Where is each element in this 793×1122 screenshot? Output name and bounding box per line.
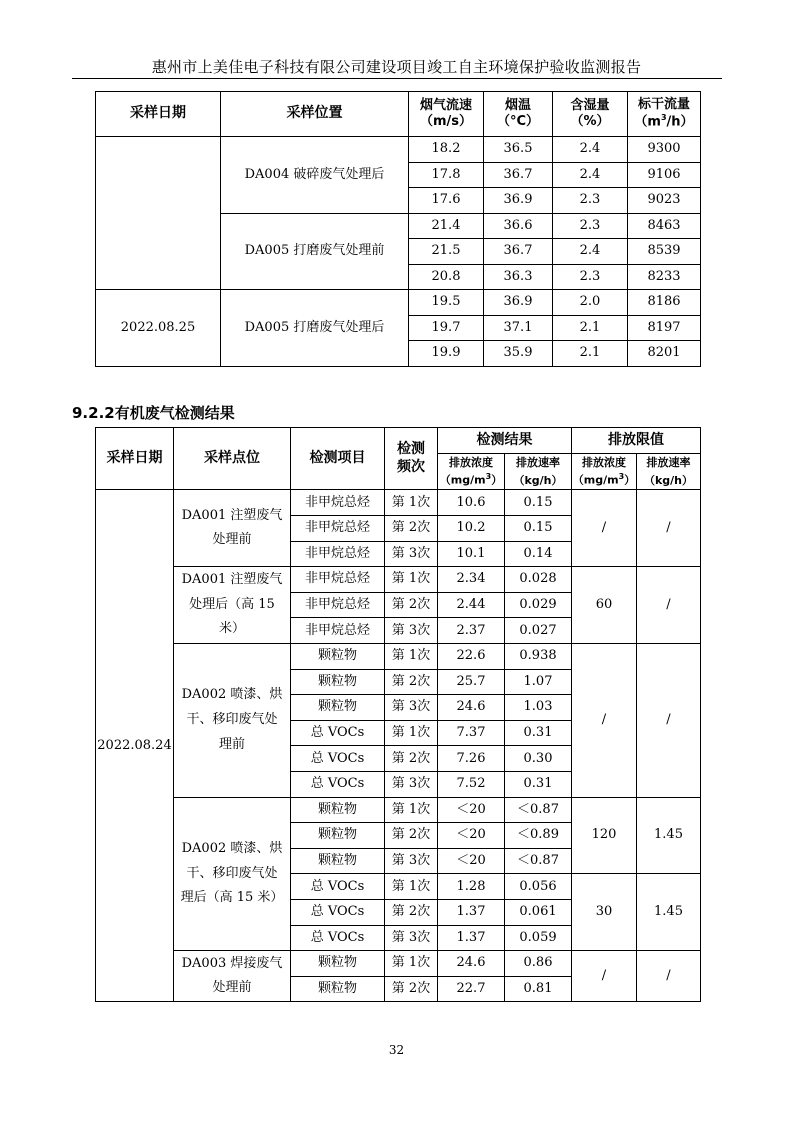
rate-cell: 0.86 — [505, 951, 572, 977]
table-row — [96, 137, 701, 163]
temp-cell: 36.7 — [484, 162, 553, 188]
rate-cell: 0.15 — [505, 516, 572, 542]
item-cell: 总 VOCs — [291, 899, 385, 925]
conc-cell: 22.6 — [438, 644, 505, 670]
item-cell: 总 VOCs — [291, 720, 385, 746]
rate-cell: 0.056 — [505, 874, 572, 900]
limit-conc-cell: 120 — [572, 797, 637, 874]
moisture-cell: 2.4 — [553, 137, 628, 163]
item-cell: 颗粒物 — [291, 644, 385, 670]
rate-cell: 0.14 — [505, 541, 572, 567]
temp-cell: 36.9 — [484, 188, 553, 214]
temp-cell: 36.9 — [484, 290, 553, 316]
rate-cell: 0.029 — [505, 592, 572, 618]
item-cell: 非甲烷总烃 — [291, 618, 385, 644]
page-header: 惠州市上美佳电子科技有限公司建设项目竣工自主环境保护验收监测报告 — [151, 58, 642, 76]
frequency-cell: 第 2次 — [385, 823, 438, 849]
conc-cell: 1.28 — [438, 874, 505, 900]
frequency-cell: 第 1次 — [385, 567, 438, 593]
moisture-cell: 2.4 — [553, 162, 628, 188]
rate-cell: 0.31 — [505, 720, 572, 746]
temp-cell: 37.1 — [484, 315, 553, 341]
header-row — [96, 428, 701, 454]
col-header-flow: 标干流量 $(m^3/h)$ — [628, 92, 701, 137]
col-header-limit-rate: 排放速率 （kg/h） — [637, 453, 701, 490]
limit-conc-cell: 30 — [572, 874, 637, 951]
moisture-cell: 2.0 — [553, 290, 628, 316]
rate-cell: 1.07 — [505, 669, 572, 695]
item-cell: 总 VOCs — [291, 746, 385, 772]
location-cell: DA004 破碎废气处理后 — [221, 137, 409, 214]
flow-cell: 8539 — [628, 239, 701, 265]
item-cell: 非甲烷总烃 — [291, 567, 385, 593]
conc-cell: 24.6 — [438, 695, 505, 721]
frequency-cell: 第 3次 — [385, 541, 438, 567]
frequency-cell: 第 1次 — [385, 951, 438, 977]
organic-exhaust-results-table — [95, 427, 701, 1002]
col-header-result-conc: 排放浓度 $(mg/m^3)$ — [438, 453, 505, 490]
conc-cell: 10.2 — [438, 516, 505, 542]
rate-cell: 0.061 — [505, 899, 572, 925]
rate-cell: ＜0.87 — [505, 797, 572, 823]
point-cell: DA001 注塑废气 处理后（高 15 米） — [174, 567, 291, 644]
conc-cell: 10.1 — [438, 541, 505, 567]
moisture-cell: 2.3 — [553, 264, 628, 290]
rate-cell: 0.31 — [505, 771, 572, 797]
conc-cell: 7.26 — [438, 746, 505, 772]
frequency-cell: 第 1次 — [385, 490, 438, 516]
point-cell: DA003 焊接废气 处理前 — [174, 951, 291, 1002]
item-cell: 颗粒物 — [291, 797, 385, 823]
conc-cell: 25.7 — [438, 669, 505, 695]
temp-cell: 35.9 — [484, 341, 553, 367]
item-cell: 总 VOCs — [291, 874, 385, 900]
flow-cell: 9300 — [628, 137, 701, 163]
rate-cell: ＜0.89 — [505, 823, 572, 849]
col-header-location: 采样位置 — [221, 92, 409, 137]
flow-cell: 8463 — [628, 213, 701, 239]
table-row — [96, 290, 701, 316]
point-cell: DA002 喷漆、烘 干、移印废气处 理前 — [174, 644, 291, 798]
item-cell: 颗粒物 — [291, 695, 385, 721]
limit-rate-cell: 1.45 — [637, 797, 701, 874]
col-header-frequency: 检测 频次 — [385, 428, 438, 490]
col-header-point: 采样点位 — [174, 428, 291, 490]
conc-cell: 7.52 — [438, 771, 505, 797]
limit-rate-cell: / — [637, 644, 701, 798]
item-cell: 非甲烷总烃 — [291, 592, 385, 618]
table-row — [96, 644, 701, 670]
limit-conc-cell: / — [572, 644, 637, 798]
moisture-cell: 2.3 — [553, 188, 628, 214]
item-cell: 颗粒物 — [291, 823, 385, 849]
conc-cell: 10.6 — [438, 490, 505, 516]
frequency-cell: 第 3次 — [385, 848, 438, 874]
col-header-limit: 排放限值 — [572, 428, 701, 454]
conc-cell: 2.37 — [438, 618, 505, 644]
date-cell: 2022.08.25 — [96, 290, 221, 367]
limit-conc-cell: / — [572, 490, 637, 567]
velocity-cell: 19.9 — [409, 341, 484, 367]
frequency-cell: 第 2次 — [385, 592, 438, 618]
col-header-velocity: 烟气流速 （m/s） — [409, 92, 484, 137]
flow-cell: 8197 — [628, 315, 701, 341]
date-cell — [96, 137, 221, 290]
limit-rate-cell: / — [637, 567, 701, 644]
item-cell: 非甲烷总烃 — [291, 490, 385, 516]
header-rule — [72, 78, 722, 79]
rate-cell: 1.03 — [505, 695, 572, 721]
conc-cell: ＜20 — [438, 823, 505, 849]
col-header-date: 采样日期 — [96, 428, 174, 490]
velocity-cell: 17.8 — [409, 162, 484, 188]
table-row — [96, 951, 701, 977]
item-cell: 非甲烷总烃 — [291, 516, 385, 542]
item-cell: 总 VOCs — [291, 925, 385, 951]
frequency-cell: 第 1次 — [385, 874, 438, 900]
frequency-cell: 第 2次 — [385, 746, 438, 772]
conc-cell: ＜20 — [438, 797, 505, 823]
limit-conc-cell: 60 — [572, 567, 637, 644]
velocity-cell: 17.6 — [409, 188, 484, 214]
location-cell: DA005 打磨废气处理前 — [221, 213, 409, 290]
moisture-cell: 2.1 — [553, 315, 628, 341]
item-cell: 颗粒物 — [291, 976, 385, 1002]
page-number: 32 — [388, 1043, 405, 1057]
limit-rate-cell: / — [637, 951, 701, 1002]
conc-cell: 22.7 — [438, 976, 505, 1002]
velocity-cell: 19.5 — [409, 290, 484, 316]
temp-cell: 36.5 — [484, 137, 553, 163]
flow-cell: 8233 — [628, 264, 701, 290]
limit-rate-cell: 1.45 — [637, 874, 701, 951]
velocity-cell: 21.5 — [409, 239, 484, 265]
header-row — [96, 92, 701, 137]
moisture-cell: 2.3 — [553, 213, 628, 239]
item-cell: 非甲烷总烃 — [291, 541, 385, 567]
conc-cell: 1.37 — [438, 925, 505, 951]
col-header-date: 采样日期 — [96, 92, 221, 137]
frequency-cell: 第 1次 — [385, 644, 438, 670]
rate-cell: 0.30 — [505, 746, 572, 772]
location-cell: DA005 打磨废气处理后 — [221, 290, 409, 367]
col-header-item: 检测项目 — [291, 428, 385, 490]
moisture-cell: 2.4 — [553, 239, 628, 265]
rate-cell: ＜0.87 — [505, 848, 572, 874]
rate-cell: 0.028 — [505, 567, 572, 593]
limit-rate-cell: / — [637, 490, 701, 567]
frequency-cell: 第 1次 — [385, 797, 438, 823]
point-cell: DA001 注塑废气 处理前 — [174, 490, 291, 567]
frequency-cell: 第 3次 — [385, 695, 438, 721]
frequency-cell: 第 2次 — [385, 669, 438, 695]
col-header-limit-conc: 排放浓度 $(mg/m^3)$ — [572, 453, 637, 490]
temp-cell: 36.7 — [484, 239, 553, 265]
conc-cell: 7.37 — [438, 720, 505, 746]
velocity-cell: 20.8 — [409, 264, 484, 290]
item-cell: 颗粒物 — [291, 848, 385, 874]
frequency-cell: 第 2次 — [385, 976, 438, 1002]
conc-cell: 2.34 — [438, 567, 505, 593]
rate-cell: 0.059 — [505, 925, 572, 951]
table-row — [96, 797, 701, 823]
table-row — [96, 567, 701, 593]
col-header-result-rate: 排放速率 （kg/h） — [505, 453, 572, 490]
temp-cell: 36.6 — [484, 213, 553, 239]
section-title: 9.2.2有机废气检测结果 — [72, 404, 235, 422]
frequency-cell: 第 1次 — [385, 720, 438, 746]
rate-cell: 0.027 — [505, 618, 572, 644]
table-row — [96, 490, 701, 516]
flow-cell: 9106 — [628, 162, 701, 188]
frequency-cell: 第 2次 — [385, 899, 438, 925]
rate-cell: 0.15 — [505, 490, 572, 516]
velocity-cell: 21.4 — [409, 213, 484, 239]
flow-cell: 8186 — [628, 290, 701, 316]
col-header-result: 检测结果 — [438, 428, 572, 454]
moisture-cell: 2.1 — [553, 341, 628, 367]
flue-gas-parameters-table — [95, 91, 701, 367]
flow-cell: 9023 — [628, 188, 701, 214]
rate-cell: 0.938 — [505, 644, 572, 670]
limit-conc-cell: / — [572, 951, 637, 1002]
frequency-cell: 第 2次 — [385, 516, 438, 542]
velocity-cell: 18.2 — [409, 137, 484, 163]
conc-cell: 24.6 — [438, 951, 505, 977]
conc-cell: 1.37 — [438, 899, 505, 925]
item-cell: 颗粒物 — [291, 669, 385, 695]
flow-cell: 8201 — [628, 341, 701, 367]
frequency-cell: 第 3次 — [385, 618, 438, 644]
conc-cell: ＜20 — [438, 848, 505, 874]
point-cell: DA002 喷漆、烘 干、移印废气处 理后（高 15 米） — [174, 797, 291, 951]
col-header-temp: 烟温 （°C） — [484, 92, 553, 137]
temp-cell: 36.3 — [484, 264, 553, 290]
item-cell: 颗粒物 — [291, 951, 385, 977]
frequency-cell: 第 3次 — [385, 771, 438, 797]
date-cell: 2022.08.24 — [96, 490, 174, 1002]
conc-cell: 2.44 — [438, 592, 505, 618]
frequency-cell: 第 3次 — [385, 925, 438, 951]
col-header-moisture: 含湿量 （%） — [553, 92, 628, 137]
velocity-cell: 19.7 — [409, 315, 484, 341]
item-cell: 总 VOCs — [291, 771, 385, 797]
rate-cell: 0.81 — [505, 976, 572, 1002]
